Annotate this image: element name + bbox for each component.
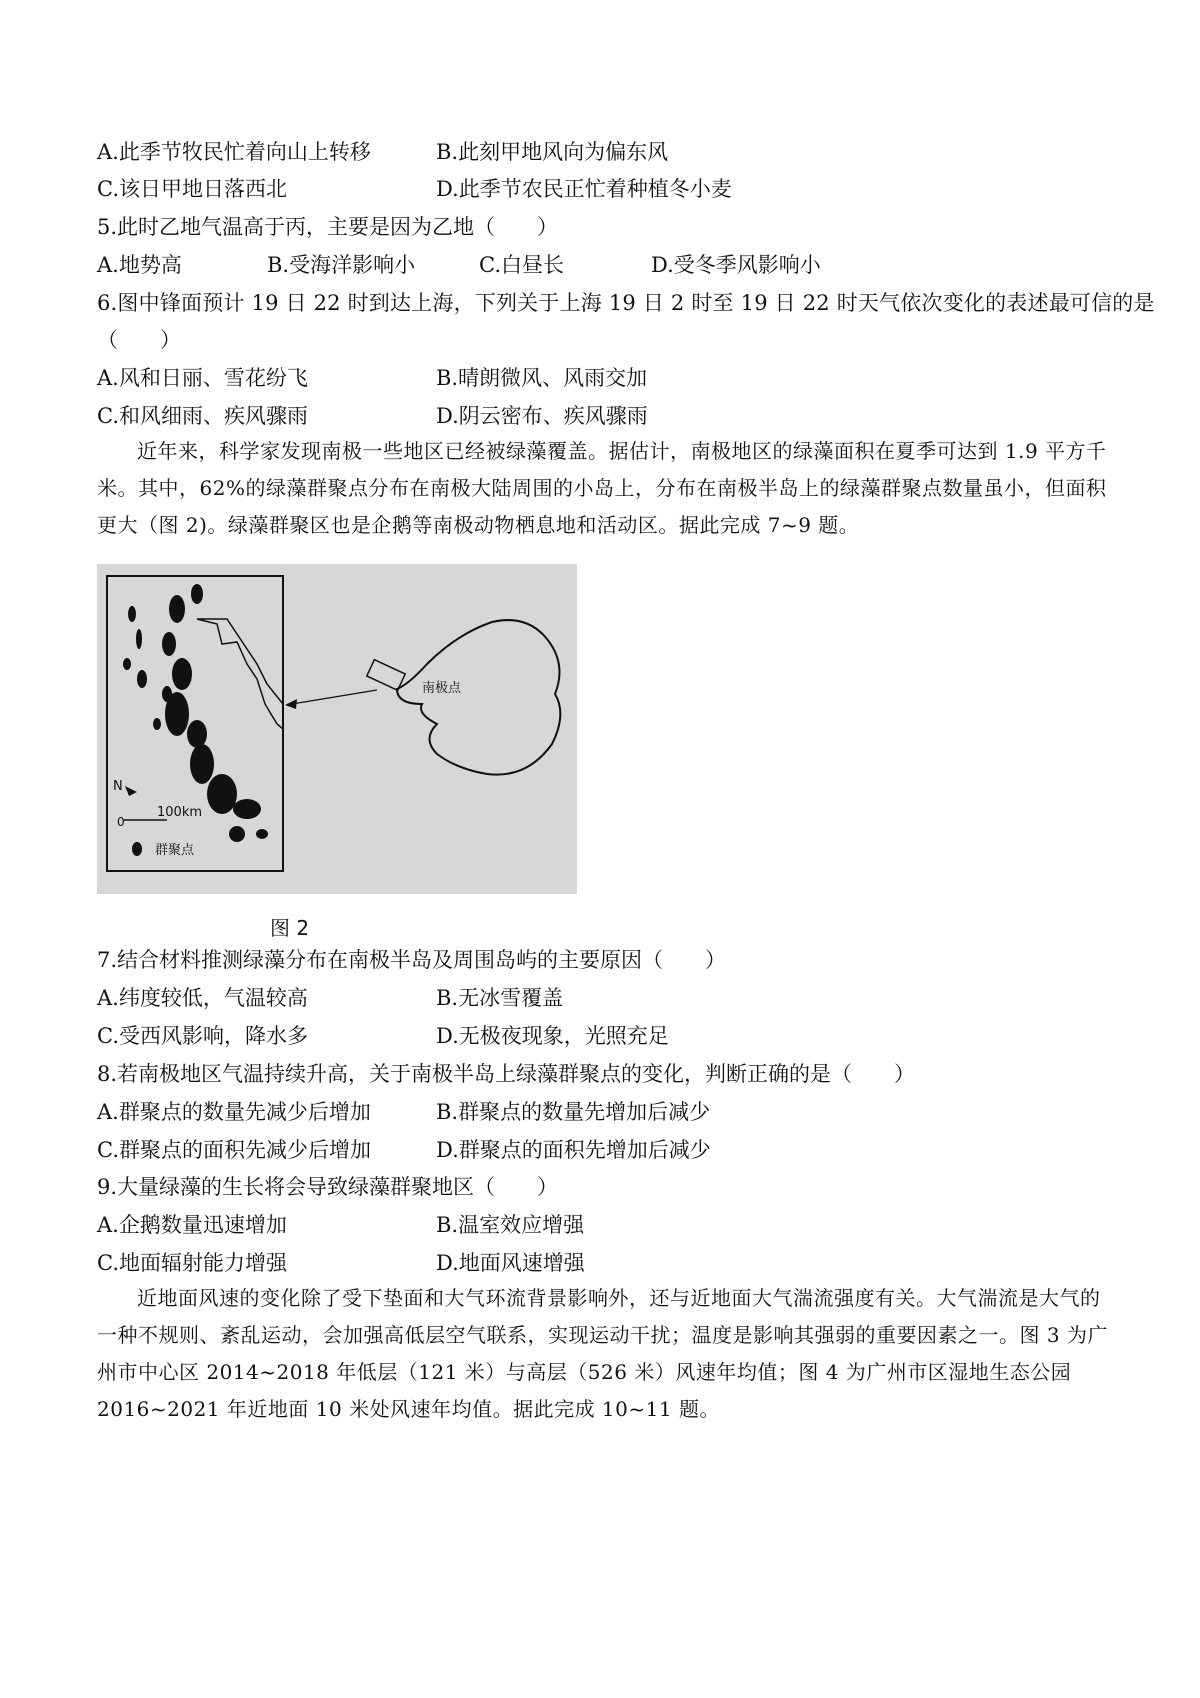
passage-wind-speed: 近地面风速的变化除了受下垫面和大气环流背景影响外，还与近地面大气湍流强度有关。大气湍流是大气的一种不规则、紊乱运动，会加强高低层空气联系，实现运动干扰；温度是影响其强弱的重要因素之一。图 3 为广州市中心区 2014~2018 年低层（121 米）与高层（526 米）风速年均值；图 4 为广州市区湿地生态公园 2016~2021 年近地面 10 米处风速年均值。据此完成 10~11 题。 [97,1286,1108,1421]
scale-label: 100km [157,805,203,820]
legend-symbol [132,842,142,856]
q8-option-d: D.群聚点的面积先增加后减少 [436,1138,711,1162]
q4-option-d: D.此季节农民正忙着种植冬小麦 [436,177,732,201]
cluster-points [123,584,268,842]
locator-box [367,660,405,691]
scale-zero: 0 [117,815,125,829]
q4-option-a: A.此季节牧民忙着向山上转移 [97,140,371,164]
q6-stem-continued: （ ） [97,328,181,352]
q5-option-d: D.受冬季风影响小 [651,253,821,277]
q9-option-b: B.温室效应增强 [436,1213,585,1237]
q9-stem: 9.大量绿藻的生长将会导致绿藻群聚地区（ ） [97,1175,559,1199]
q4-option-b: B.此刻甲地风向为偏东风 [436,140,669,164]
q6-stem: 6.图中锋面预计 19 日 22 时到达上海，下列关于上海 19 日 2 时至 19 日 22 时天气依次变化的表述最可信的是 [97,291,1155,315]
q5-option-a: A.地势高 [97,253,182,277]
north-arrow-icon [125,786,137,796]
q5-stem: 5.此时乙地气温高于丙，主要是因为乙地（ ） [97,215,559,239]
q9-option-c: C.地面辐射能力增强 [97,1251,287,1275]
q9-option-d: D.地面风速增强 [436,1251,585,1275]
q7-option-b: B.无冰雪覆盖 [436,986,564,1010]
antarctica-outline [397,620,560,775]
legend-label: 群聚点 [155,843,195,858]
figure-2-map [97,564,577,894]
q7-option-c: C.受西风影响，降水多 [97,1024,308,1048]
q6-option-d: D.阴云密布、疾风骤雨 [436,404,648,428]
q7-option-a: A.纬度较低，气温较高 [97,986,308,1010]
q6-option-b: B.晴朗微风、风雨交加 [436,366,648,390]
antarctic-peninsula-map [97,564,577,894]
q8-option-a: A.群聚点的数量先减少后增加 [97,1100,371,1124]
peninsula-outline [197,619,283,729]
passage-green-algae: 近年来，科学家发现南极一些地区已经被绿藻覆盖。据估计，南极地区的绿藻面积在夏季可达到 1.9 平方千米。其中，62%的绿藻群聚点分布在南极大陆周围的小岛上，分布在南极半岛上的绿藻群聚点数量虽小，但面积更大（图 2)。绿藻群聚区也是企鹅等南极动物栖息地和活动区。据此完成 7~9 题。 [97,439,1107,537]
q8-stem: 8.若南极地区气温持续升高，关于南极半岛上绿藻群聚点的变化，判断正确的是（ ） [97,1062,916,1086]
q5-option-c: C.白昼长 [479,253,564,277]
q7-option-d: D.无极夜现象，光照充足 [436,1024,669,1048]
q7-stem: 7.结合材料推测绿藻分布在南极半岛及周围岛屿的主要原因（ ） [97,948,727,972]
q8-option-c: C.群聚点的面积先减少后增加 [97,1138,371,1162]
q9-option-a: A.企鹅数量迅速增加 [97,1213,287,1237]
q8-option-b: B.群聚点的数量先增加后减少 [436,1100,711,1124]
q4-option-c: C.该日甲地日落西北 [97,177,287,201]
north-label: N [113,779,123,794]
arrow-icon [285,699,297,709]
q6-option-c: C.和风细雨、疾风骤雨 [97,404,308,428]
q6-option-a: A.风和日丽、雪花纷飞 [97,366,308,390]
south-pole-label: 南极点 [422,681,462,696]
q5-option-b: B.受海洋影响小 [267,253,416,277]
figure-2-caption: 图 2 [270,916,310,940]
